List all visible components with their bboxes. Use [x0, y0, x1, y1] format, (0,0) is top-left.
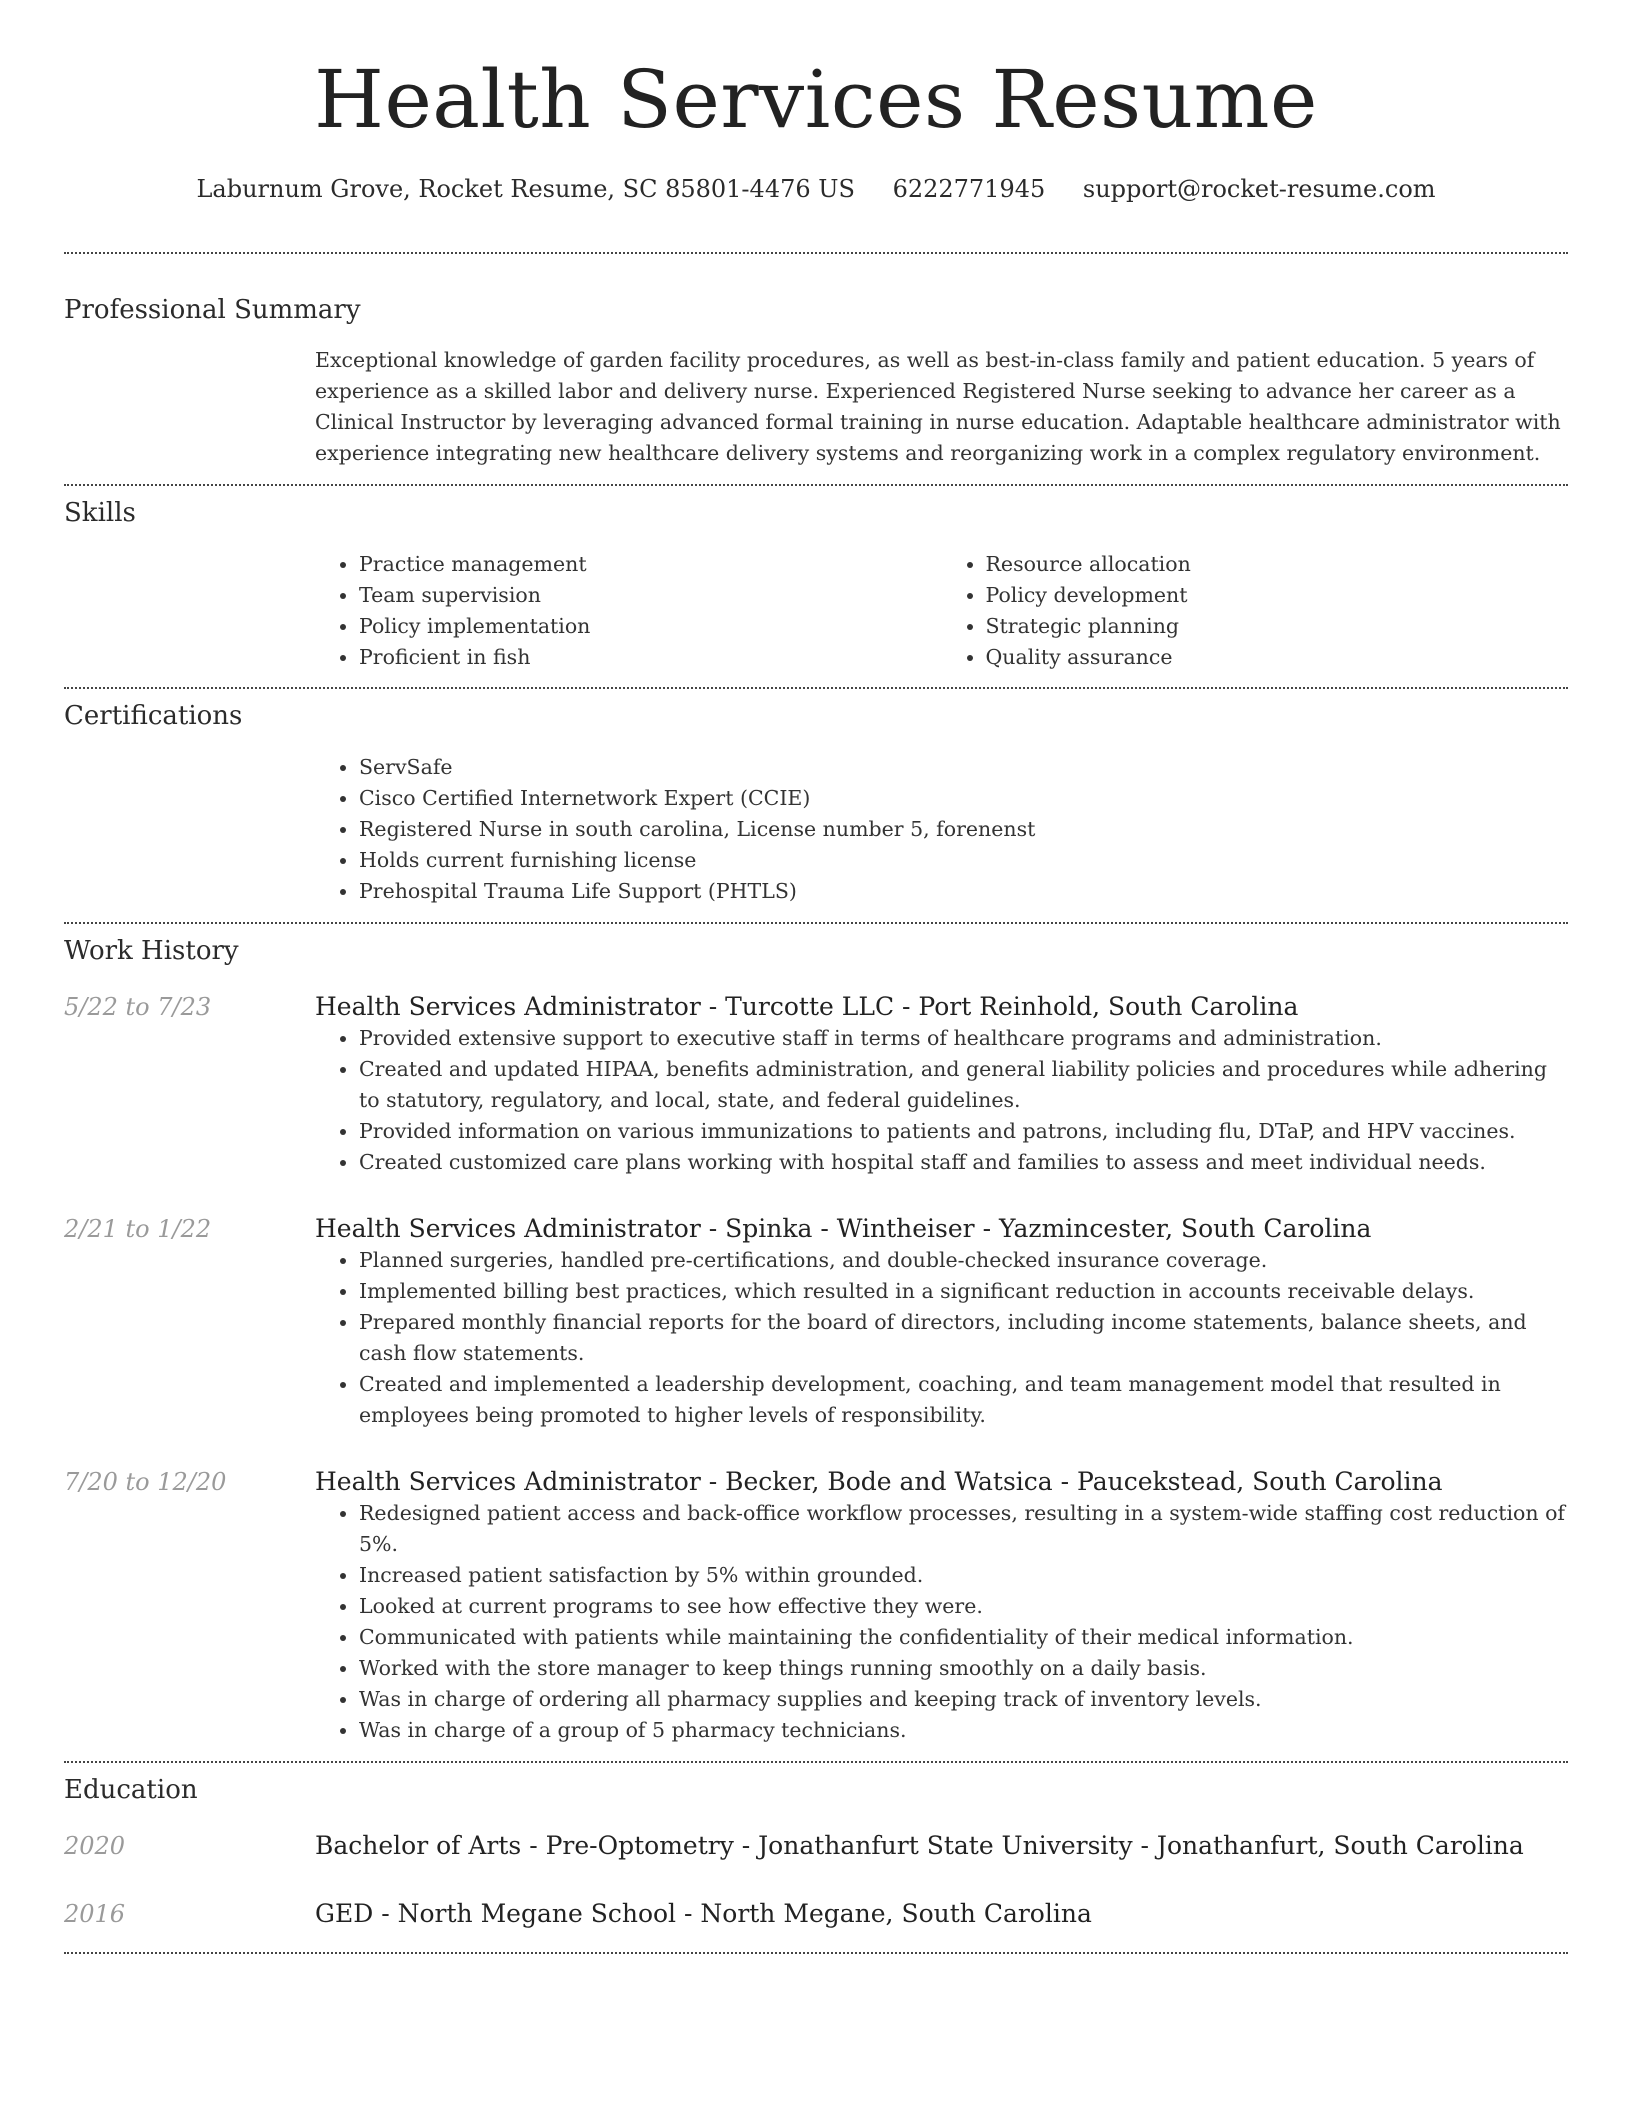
- section-title-summary: Professional Summary: [64, 295, 361, 325]
- certifications-list: [315, 752, 1568, 907]
- job-bullet: • Created and implemented a leadership development, coaching, and team management model that resulted in employees being promoted to higher levels of responsibility.: [359, 1369, 1568, 1431]
- section-title-skills: Skills: [64, 498, 136, 528]
- certification-item: • ServSafe: [359, 752, 1568, 783]
- education-entry: [64, 1898, 1568, 1930]
- summary-section: [64, 294, 1568, 469]
- job-bullet: • Provided extensive support to executive staff in terms of healthcare programs and administration.: [359, 1023, 1568, 1054]
- job-bullet: • Created and updated HIPAA, benefits administration, and general liability policies and procedures while adhering to statutory, regulatory, and local, state, and federal guidelines.: [359, 1054, 1568, 1116]
- skill-item: • Policy development: [986, 580, 1569, 611]
- resume-name: Health Services Resume: [314, 53, 1318, 146]
- job-date: 5/22 to 7/23: [64, 993, 212, 1021]
- work-history-section: [64, 935, 1568, 1746]
- job-bullets: [315, 1245, 1568, 1431]
- divider: [64, 1952, 1568, 1954]
- skill-item: • Proficient in fish: [359, 642, 942, 673]
- section-title-education: Education: [64, 1775, 198, 1805]
- divider: [64, 687, 1568, 689]
- job-bullet: • Worked with the store manager to keep things running smoothly on a daily basis.: [359, 1653, 1568, 1684]
- skills-list-left: [315, 549, 942, 673]
- skill-item: • Practice management: [359, 549, 942, 580]
- divider: [64, 922, 1568, 924]
- job-bullet: • Was in charge of a group of 5 pharmacy technicians.: [359, 1715, 1568, 1746]
- job-bullet: • Implemented billing best practices, which resulted in a significant reduction in accounts receivable delays.: [359, 1276, 1568, 1307]
- job-entry: [64, 1213, 1568, 1431]
- job-title: Health Services Administrator - Spinka - Wintheiser - Yazmincester, South Carolina: [315, 1214, 1372, 1243]
- skills-section: [64, 497, 1568, 673]
- job-date: 2/21 to 1/22: [64, 1215, 212, 1243]
- job-bullet: • Increased patient satisfaction by 5% within grounded.: [359, 1560, 1568, 1591]
- job-bullets: [315, 1023, 1568, 1178]
- job-entry: [64, 991, 1568, 1178]
- job-title: Health Services Administrator - Turcotte LLC - Port Reinhold, South Carolina: [315, 992, 1299, 1021]
- job-bullet: • Redesigned patient access and back-office workflow processes, resulting in a system-wide staffing cost reduction of 5%.: [359, 1498, 1568, 1560]
- skill-item: • Team supervision: [359, 580, 942, 611]
- job-bullet: • Planned surgeries, handled pre-certifications, and double-checked insurance coverage.: [359, 1245, 1568, 1276]
- contact-line: [64, 174, 1568, 204]
- contact-phone: 6222771945: [892, 175, 1046, 203]
- job-entry: [64, 1466, 1568, 1746]
- job-bullets: [315, 1498, 1568, 1746]
- section-title-work-history: Work History: [64, 936, 239, 966]
- education-section: [64, 1774, 1568, 1930]
- job-bullet: • Was in charge of ordering all pharmacy supplies and keeping track of inventory levels.: [359, 1684, 1568, 1715]
- skill-item: • Strategic planning: [986, 611, 1569, 642]
- education-date: 2020: [64, 1832, 126, 1860]
- divider: [64, 1761, 1568, 1763]
- divider: [64, 484, 1568, 486]
- certification-item: • Registered Nurse in south carolina, License number 5, forenenst: [359, 814, 1568, 845]
- skills-list-right: [942, 549, 1569, 673]
- contact-address: Laburnum Grove, Rocket Resume, SC 85801-4476 US: [196, 175, 855, 203]
- skill-item: • Quality assurance: [986, 642, 1569, 673]
- certification-item: • Cisco Certified Internetwork Expert (CCIE): [359, 783, 1568, 814]
- job-bullet: • Created customized care plans working with hospital staff and families to assess and meet individual needs.: [359, 1147, 1568, 1178]
- divider: [64, 252, 1568, 254]
- summary-text: Exceptional knowledge of garden facility procedures, as well as best-in-class family and patient education. 5 years of experience as a skilled labor and delivery nurse. Experienced Registered Nurse seeking to advance her career as a Clinical Instructor by leveraging advanced formal training in nurse education. Adaptable healthcare administrator with experience integrating new healthcare delivery systems and reorganizing work in a complex regulatory environment.: [315, 348, 1561, 465]
- certification-item: • Prehospital Trauma Life Support (PHTLS): [359, 876, 1568, 907]
- skill-item: • Resource allocation: [986, 549, 1569, 580]
- education-title: GED - North Megane School - North Megane, South Carolina: [315, 1899, 1092, 1928]
- job-bullet: • Communicated with patients while maintaining the confidentiality of their medical information.: [359, 1622, 1568, 1653]
- job-title: Health Services Administrator - Becker, Bode and Watsica - Paucekstead, South Carolina: [315, 1467, 1443, 1496]
- job-date: 7/20 to 12/20: [64, 1468, 227, 1496]
- education-title: Bachelor of Arts - Pre-Optometry - Jonathanfurt State University - Jonathanfurt, South Carolina: [315, 1831, 1524, 1860]
- job-bullet: • Prepared monthly financial reports for the board of directors, including income statements, balance sheets, and cash flow statements.: [359, 1307, 1568, 1369]
- job-bullet: • Looked at current programs to see how effective they were.: [359, 1591, 1568, 1622]
- section-title-certifications: Certifications: [64, 701, 243, 731]
- contact-email: support@rocket-resume.com: [1082, 175, 1436, 203]
- certifications-section: [64, 700, 1568, 907]
- job-bullet: • Provided information on various immunizations to patients and patrons, including flu, DTaP, and HPV vaccines.: [359, 1116, 1568, 1147]
- education-entry: [64, 1830, 1568, 1862]
- education-date: 2016: [64, 1900, 126, 1928]
- skill-item: • Policy implementation: [359, 611, 942, 642]
- certification-item: • Holds current furnishing license: [359, 845, 1568, 876]
